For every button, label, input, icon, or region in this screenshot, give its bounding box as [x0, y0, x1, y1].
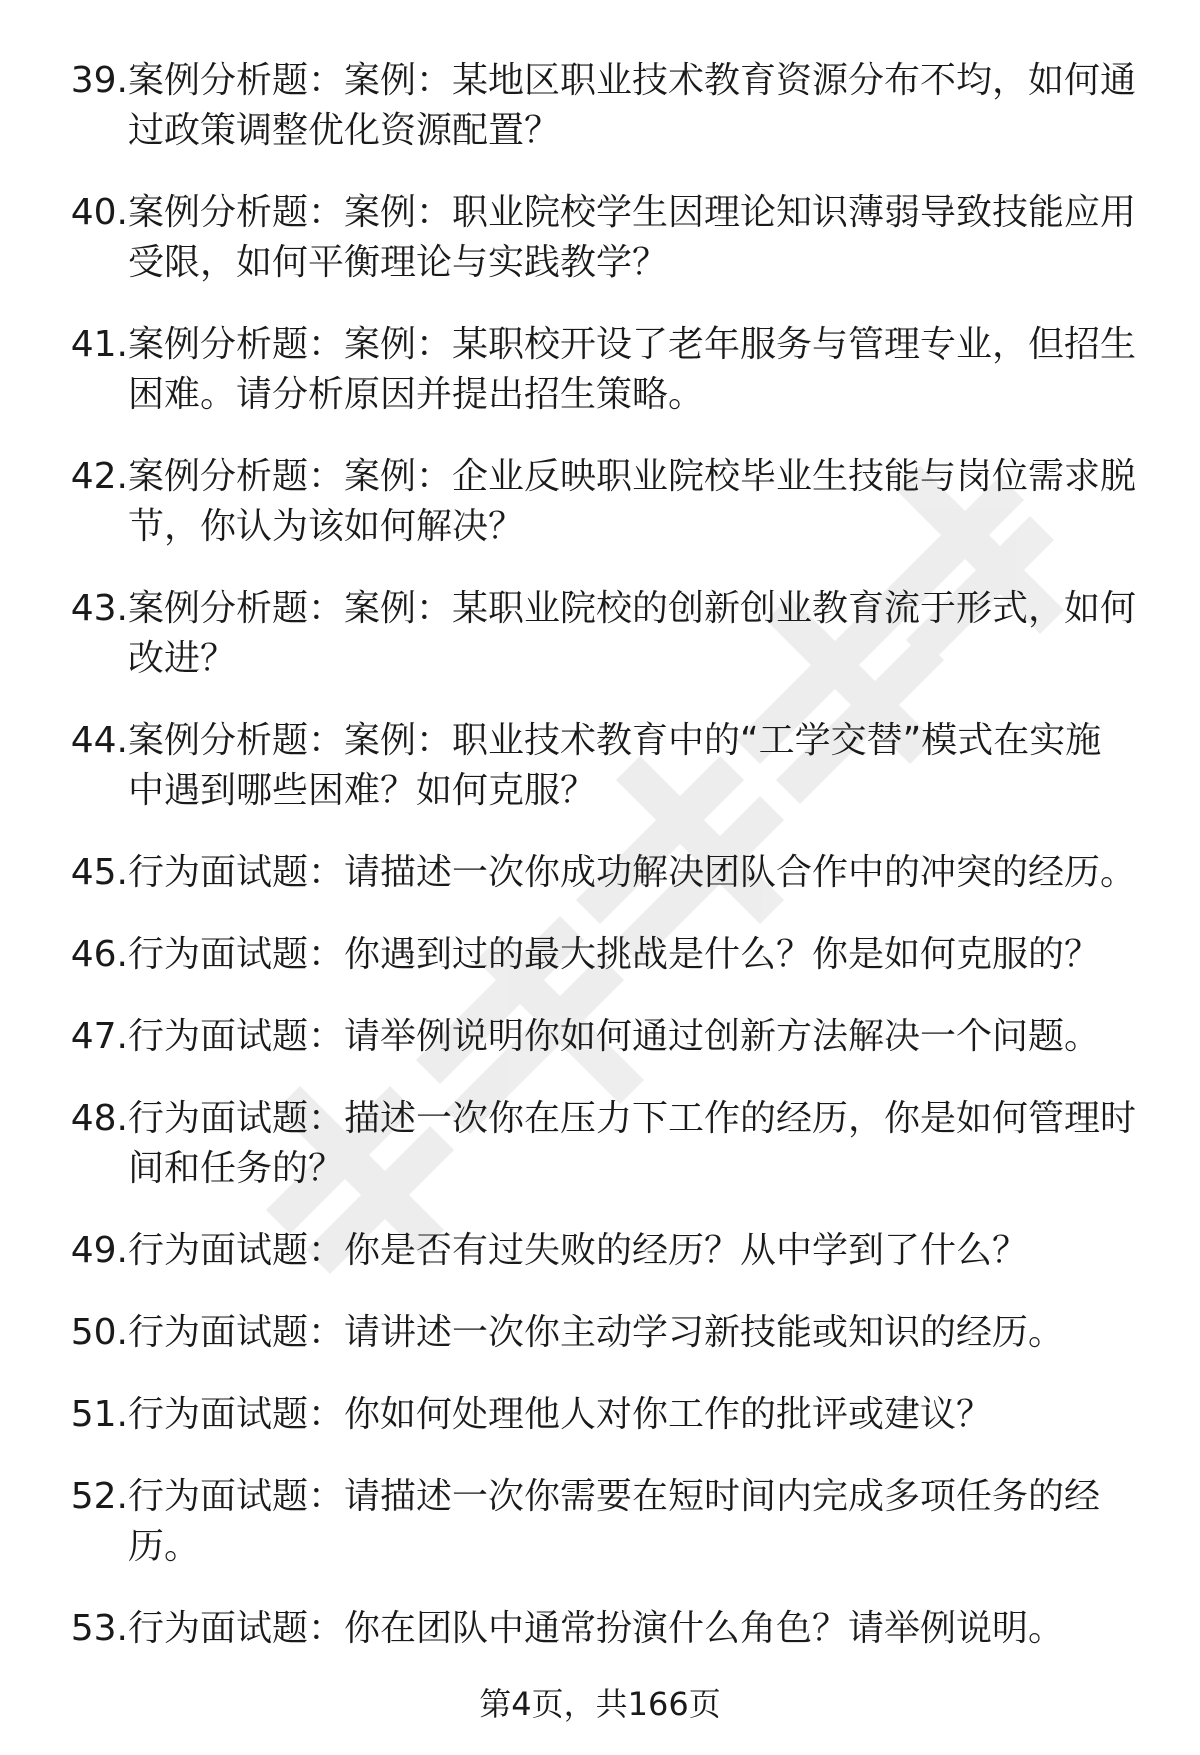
question-text: 行为面试题：请举例说明你如何通过创新方法解决一个问题。 — [128, 1016, 1101, 1057]
question-text: 案例分析题：案例：某职校开设了老年服务与管理专业，但招生困难。请分析原因并提出招生策略。 — [128, 324, 1137, 415]
question-item — [0, 716, 1200, 816]
question-item — [0, 1012, 1200, 1062]
question-item — [0, 1226, 1200, 1276]
question-text: 案例分析题：案例：某地区职业技术教育资源分布不均，如何通过政策调整优化资源配置？ — [128, 60, 1137, 151]
page-footer: 第4页，共166页 — [479, 1685, 721, 1723]
question-item — [0, 320, 1200, 420]
question-item — [0, 848, 1200, 898]
question-text: 案例分析题：案例：职业技术教育中的“工学交替”模式在实施中遇到哪些困难？如何克服？ — [128, 720, 1102, 811]
question-text: 行为面试题：请描述一次你成功解决团队合作中的冲突的经历。 — [128, 852, 1137, 893]
question-text: 案例分析题：案例：某职业院校的创新创业教育流于形式，如何改进？ — [128, 588, 1137, 679]
question-number: 44. — [70, 720, 128, 761]
question-number: 43. — [70, 588, 128, 629]
question-text: 行为面试题：描述一次你在压力下工作的经历，你是如何管理时间和任务的？ — [128, 1098, 1137, 1189]
question-number: 41. — [70, 324, 128, 365]
question-item — [0, 1308, 1200, 1358]
question-number: 46. — [70, 934, 128, 975]
question-item — [0, 930, 1200, 980]
question-item — [0, 584, 1200, 684]
question-number: 52. — [70, 1476, 128, 1517]
question-item — [0, 452, 1200, 552]
question-number: 39. — [70, 60, 128, 101]
question-number: 51. — [70, 1394, 128, 1435]
question-text: 案例分析题：案例：企业反映职业院校毕业生技能与岗位需求脱节，你认为该如何解决？ — [128, 456, 1137, 547]
question-number: 49. — [70, 1230, 128, 1271]
question-number: 48. — [70, 1098, 128, 1139]
question-item — [0, 1390, 1200, 1440]
question-text: 行为面试题：请讲述一次你主动学习新技能或知识的经历。 — [128, 1312, 1065, 1353]
question-number: 47. — [70, 1016, 128, 1057]
question-text: 行为面试题：你是否有过失败的经历？从中学到了什么？ — [128, 1230, 1029, 1271]
question-text: 行为面试题：你如何处理他人对你工作的批评或建议？ — [128, 1394, 993, 1435]
question-number: 42. — [70, 456, 128, 497]
question-item — [0, 56, 1200, 156]
question-text: 行为面试题：你在团队中通常扮演什么角色？请举例说明。 — [128, 1608, 1065, 1649]
question-text: 行为面试题：请描述一次你需要在短时间内完成多项任务的经历。 — [128, 1476, 1101, 1567]
question-number: 53. — [70, 1608, 128, 1649]
question-number: 50. — [70, 1312, 128, 1353]
question-number: 40. — [70, 192, 128, 233]
question-number: 45. — [70, 852, 128, 893]
question-list — [0, 56, 1200, 1686]
question-item — [0, 188, 1200, 288]
question-text: 行为面试题：你遇到过的最大挑战是什么？你是如何克服的？ — [128, 934, 1101, 975]
question-text: 案例分析题：案例：职业院校学生因理论知识薄弱导致技能应用受限，如何平衡理论与实践教学？ — [128, 192, 1137, 283]
question-item — [0, 1094, 1200, 1194]
question-item — [0, 1604, 1200, 1654]
question-item — [0, 1472, 1200, 1572]
